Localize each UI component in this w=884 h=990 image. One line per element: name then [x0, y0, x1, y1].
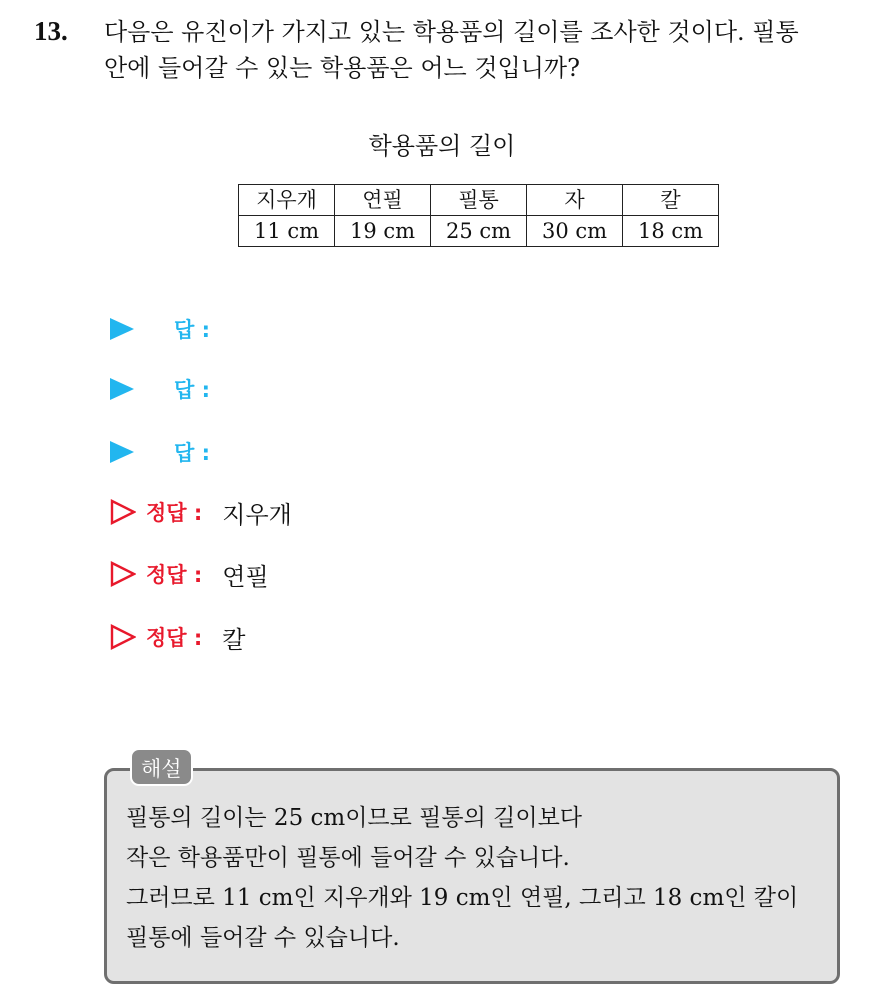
- question-number: 13.: [34, 16, 68, 46]
- answer-row-3[interactable]: [110, 432, 210, 472]
- question-line-1: 다음은 유진이가 가지고 있는 학용품의 길이를 조사한 것이다. 필통: [104, 18, 799, 46]
- table-title: 학용품의 길이: [368, 132, 516, 160]
- table-value-cell: 19 cm: [335, 216, 431, 247]
- explanation-line: 필통의 길이는 25 cm이므로 필통의 길이보다: [126, 805, 583, 831]
- correct-answer-label: 정답 :: [146, 501, 203, 525]
- correct-answer-value: 지우개: [222, 500, 292, 529]
- correct-answer-row-2: [110, 554, 269, 594]
- outline-arrow-icon: [110, 624, 136, 650]
- table-header-cell: 필통: [431, 185, 527, 216]
- answer-label: 답 :: [174, 441, 210, 465]
- correct-answer-value: 연필: [222, 562, 269, 591]
- table-value-cell: 25 cm: [431, 216, 527, 247]
- answer-label: 답 :: [174, 378, 210, 402]
- answer-label: 답 :: [174, 318, 210, 342]
- table-value-cell: 11 cm: [239, 216, 335, 247]
- table-value-cell: 30 cm: [527, 216, 623, 247]
- answer-row-1[interactable]: [110, 309, 210, 349]
- answer-row-2[interactable]: [110, 369, 210, 409]
- table-header-cell: 자: [527, 185, 623, 216]
- table-header-row: [239, 185, 719, 216]
- play-arrow-icon: [110, 441, 134, 463]
- explanation-text: [126, 798, 836, 958]
- outline-arrow-icon: [110, 561, 136, 587]
- outline-arrow-icon: [110, 499, 136, 525]
- table-header-cell: 칼: [623, 185, 719, 216]
- correct-answer-label: 정답 :: [146, 626, 203, 650]
- play-arrow-icon: [110, 378, 134, 400]
- explanation-tag: 해설: [130, 748, 193, 786]
- correct-answer-row-3: [110, 617, 245, 657]
- correct-answer-value: 칼: [222, 625, 246, 654]
- explanation-line: 필통에 들어갈 수 있습니다.: [126, 925, 400, 951]
- table-value-row: [239, 216, 719, 247]
- table-value-cell: 18 cm: [623, 216, 719, 247]
- play-arrow-icon: [110, 318, 134, 340]
- question-line-2: 안에 들어갈 수 있는 학용품은 어느 것입니까?: [104, 54, 580, 82]
- explanation-line: 그러므로 11 cm인 지우개와 19 cm인 연필, 그리고 18 cm인 칼이: [126, 885, 799, 911]
- lengths-table: [238, 184, 719, 247]
- correct-answer-row-1: [110, 492, 292, 532]
- correct-answer-label: 정답 :: [146, 563, 203, 587]
- table-header-cell: 지우개: [239, 185, 335, 216]
- question-text: [104, 14, 864, 86]
- explanation-line: 작은 학용품만이 필통에 들어갈 수 있습니다.: [126, 845, 570, 871]
- table-header-cell: 연필: [335, 185, 431, 216]
